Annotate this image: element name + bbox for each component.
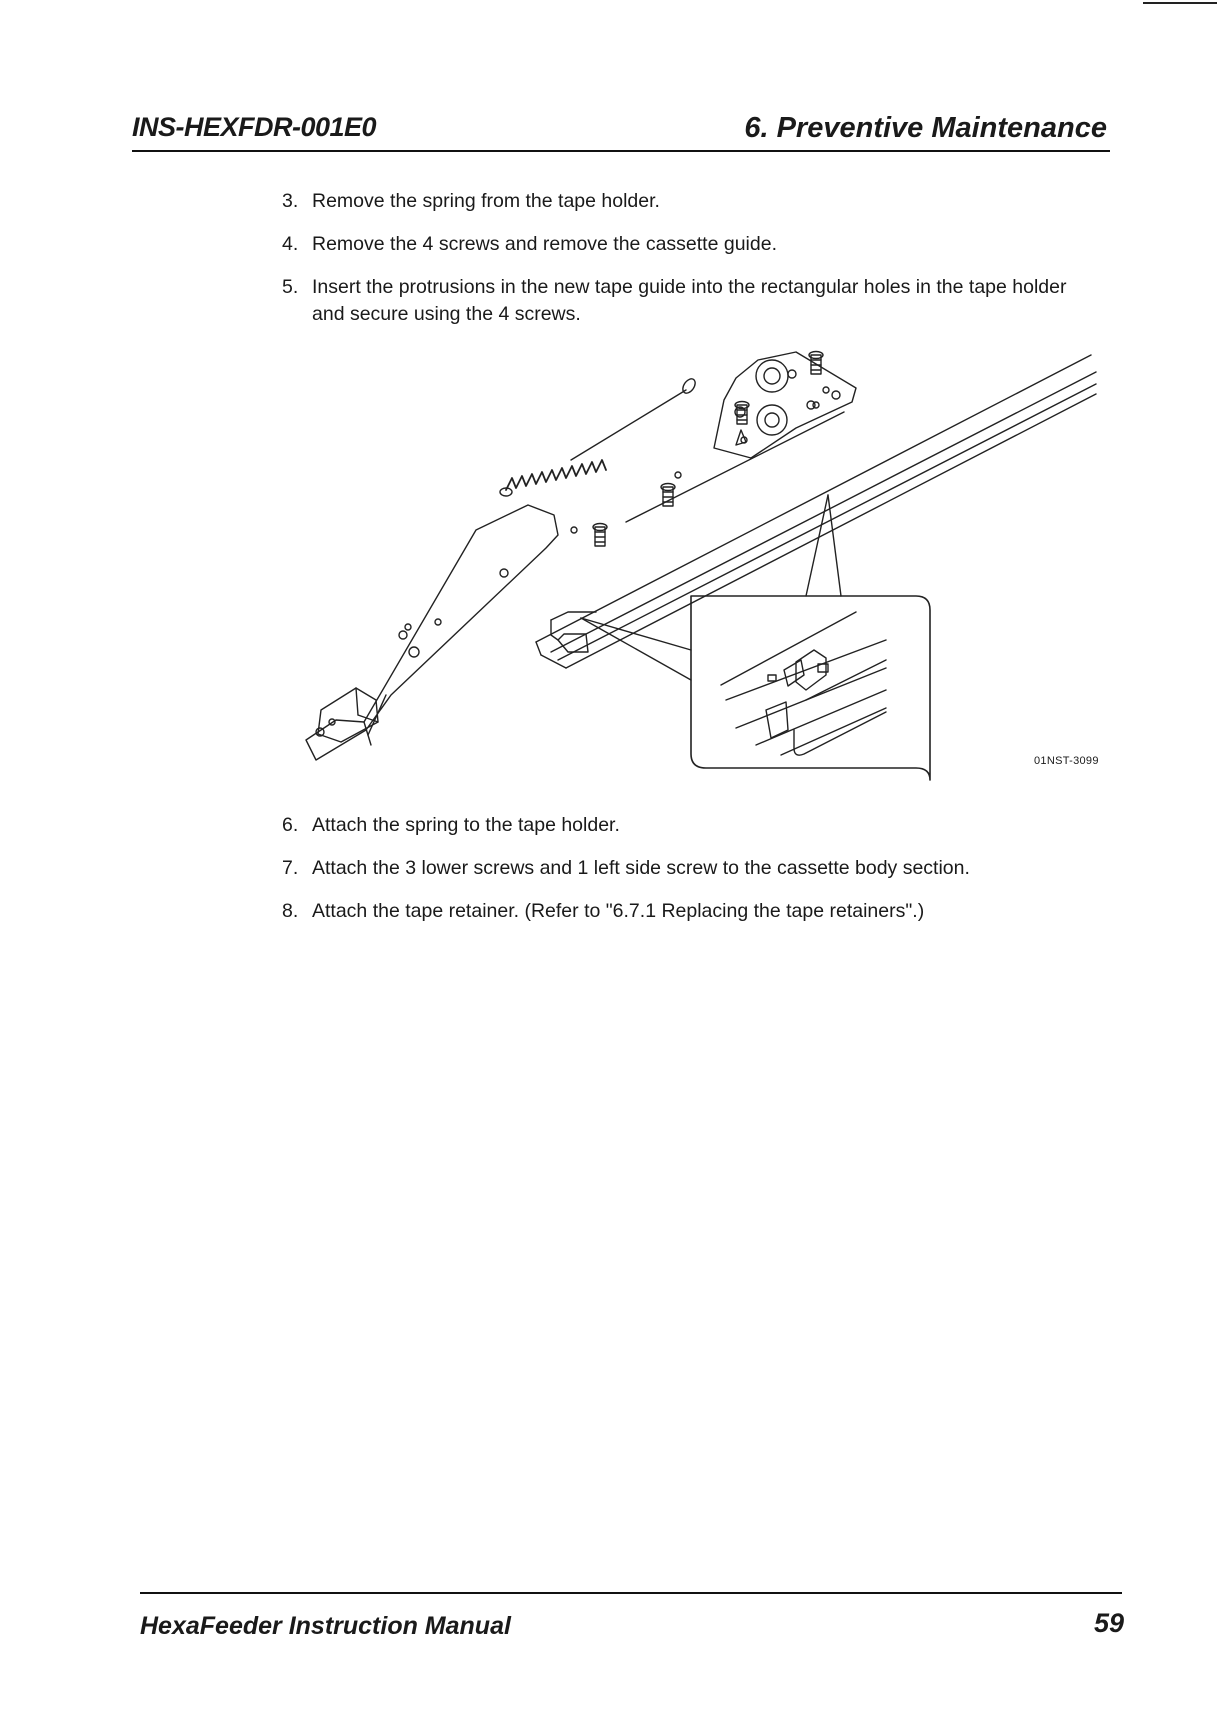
corner-rule: [1143, 2, 1217, 4]
step-list-after: [282, 812, 1102, 941]
screw-4: [809, 352, 823, 375]
step-7: [282, 855, 1102, 882]
step-text: Insert the protrusions in the new tape guide into the rectangular holes in the tape holder and secure using the 4 screws.: [312, 276, 1067, 325]
step-number: 5.: [282, 276, 299, 298]
page-number: 59: [1093, 1608, 1124, 1638]
step-text: Remove the spring from the tape holder.: [312, 190, 660, 212]
header-rule: [132, 150, 1110, 152]
detail-callout: [581, 495, 930, 780]
screw-2: [661, 484, 675, 507]
step-number: 4.: [282, 233, 299, 255]
step-number: 6.: [282, 814, 299, 836]
step-text: Attach the spring to the tape holder.: [312, 814, 620, 836]
step-3: [282, 188, 1102, 215]
step-number: 3.: [282, 190, 299, 212]
section-title: 6. Preventive Maintenance: [744, 112, 1107, 144]
step-text: Remove the 4 screws and remove the cassette guide.: [312, 233, 777, 255]
step-8: [282, 898, 1102, 925]
screw-1: [593, 524, 607, 547]
document-id: INS-HEXFDR-001E0: [132, 112, 377, 142]
step-number: 8.: [282, 900, 299, 922]
inset-detail: [721, 612, 886, 755]
step-4: [282, 231, 1102, 258]
spring: [500, 377, 698, 496]
tape-holder: [306, 391, 840, 760]
step-text: Attach the tape retainer. (Refer to "6.7.1 Replacing the tape retainers".): [312, 900, 925, 922]
step-5: [282, 274, 1102, 328]
manual-title: HexaFeeder Instruction Manual: [140, 1612, 511, 1640]
screws: [593, 352, 823, 547]
screw-3: [735, 402, 749, 425]
footer-rule: [140, 1592, 1122, 1594]
step-text: Attach the 3 lower screws and 1 left side screw to the cassette body section.: [312, 857, 970, 879]
step-list-before: [282, 188, 1102, 344]
step-number: 7.: [282, 857, 299, 879]
step-6: [282, 812, 1102, 839]
tape-guide-diagram: [296, 350, 1106, 790]
figure-code: 01NST-3099: [1034, 755, 1099, 767]
